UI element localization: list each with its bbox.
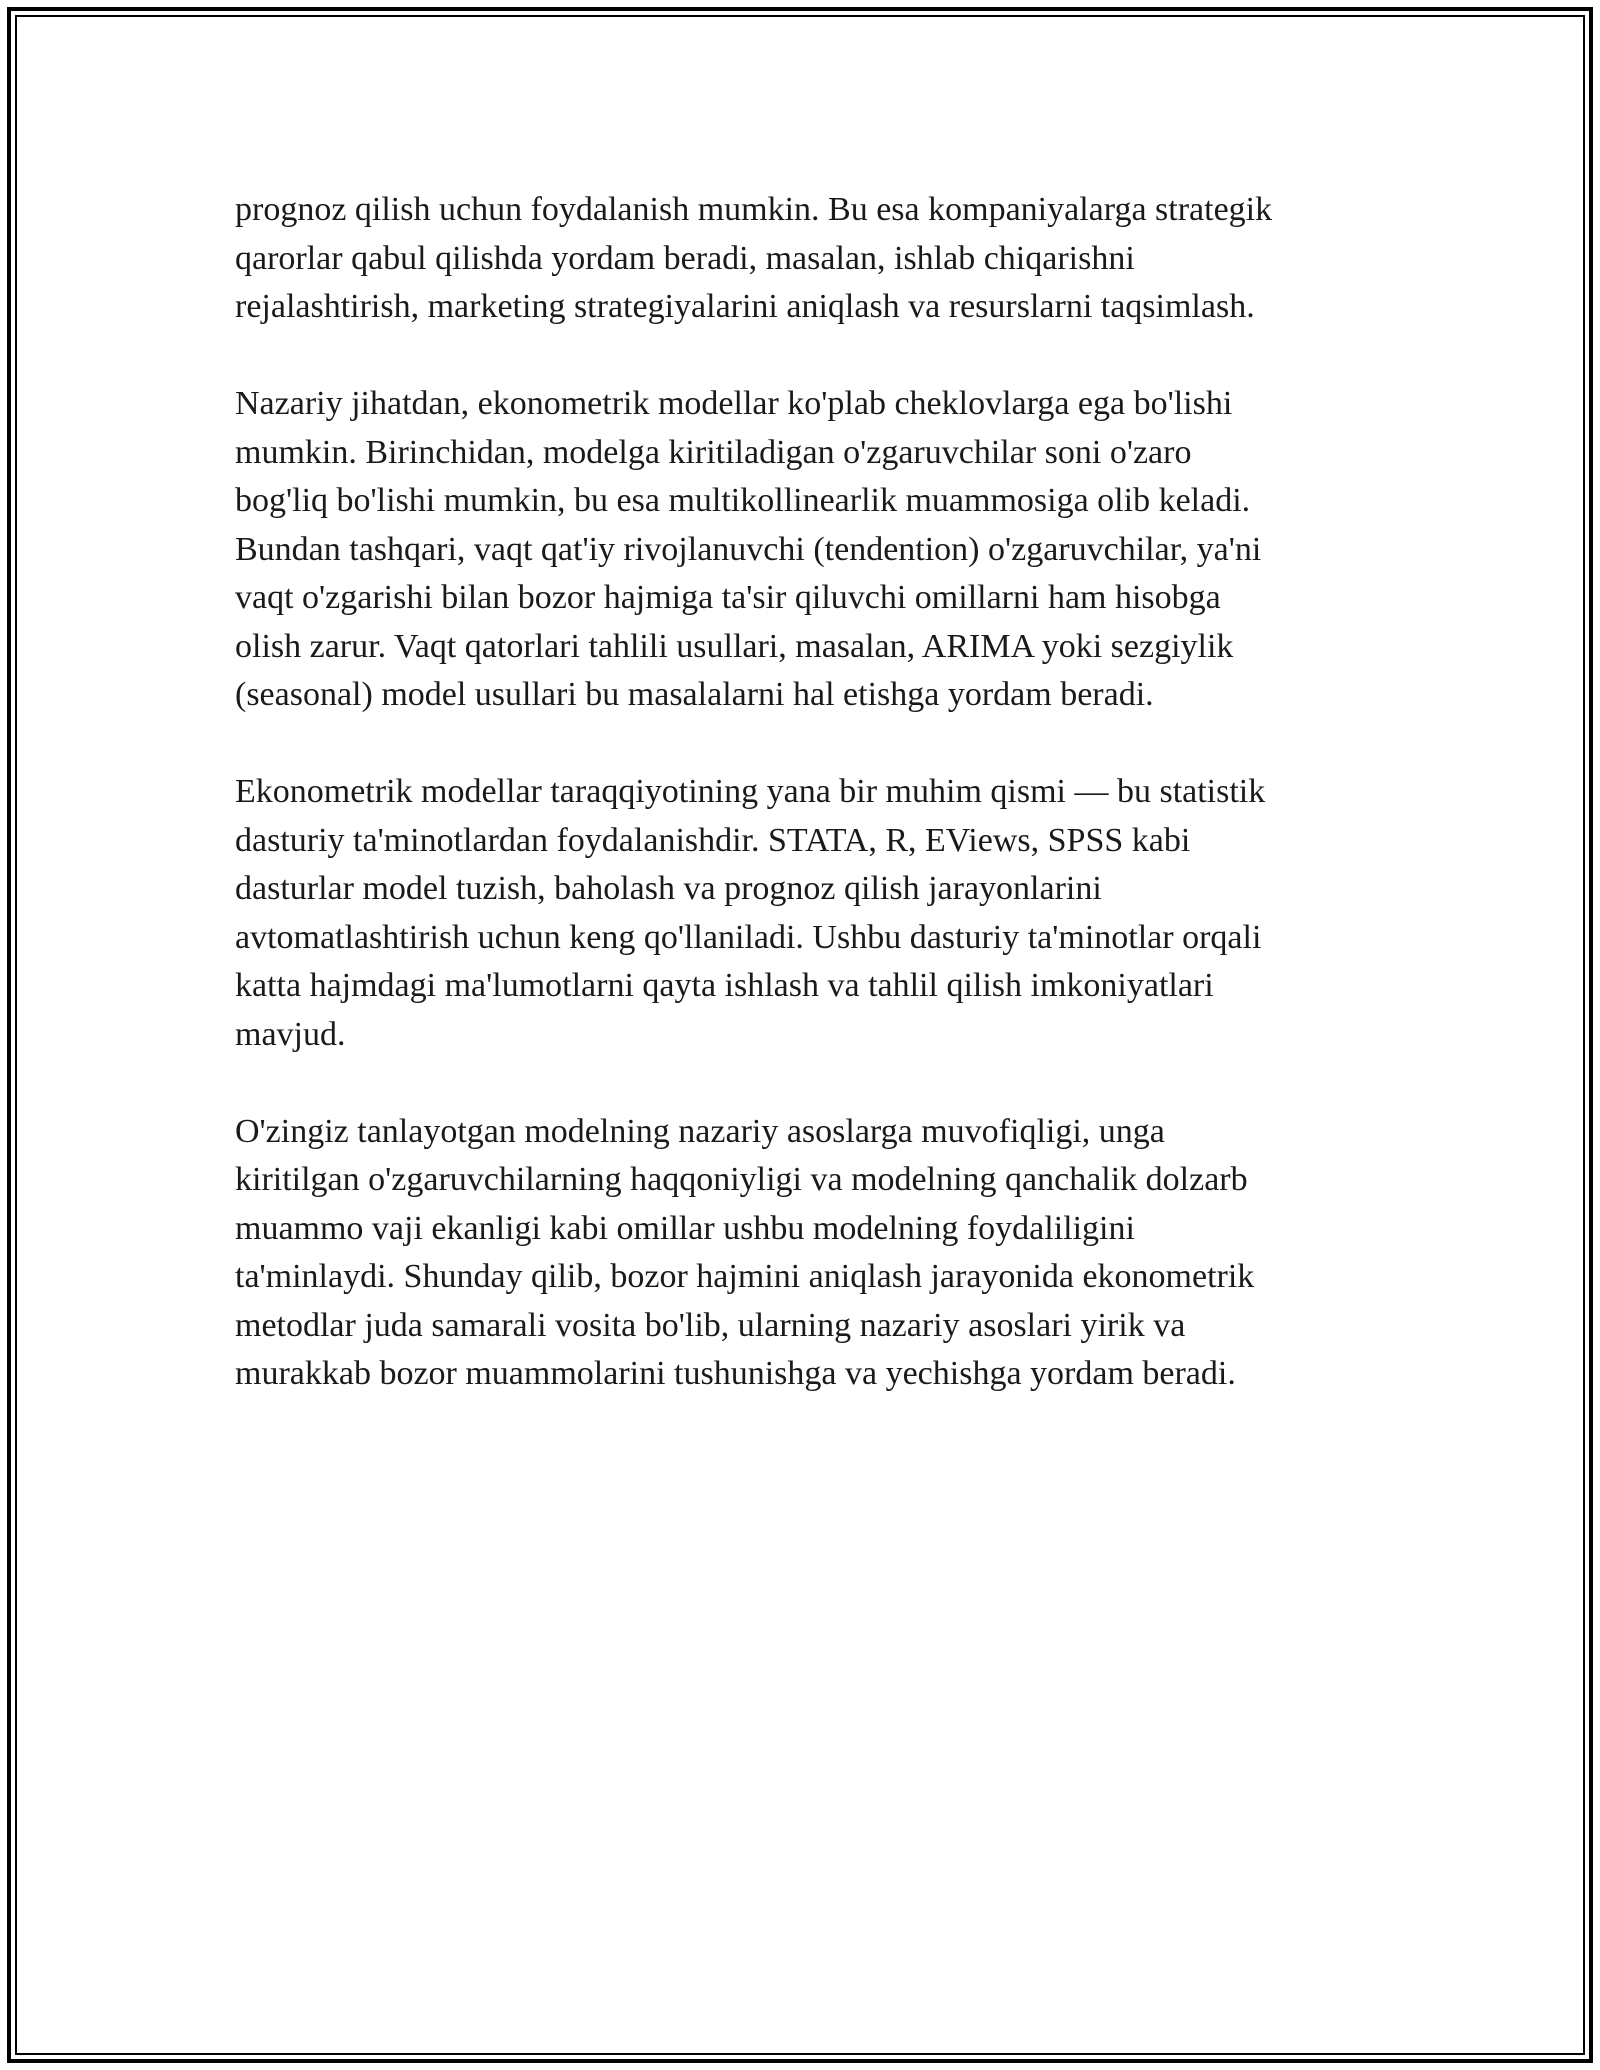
text-line: katta hajmdagi ma'lumotlarni qayta ishlash va tahlil qilish imkoniyatlari	[235, 967, 1214, 1004]
paragraph-4	[235, 1108, 1375, 1399]
text-line: murakkab bozor muammolarini tushunishga va yechishga yordam beradi.	[235, 1355, 1236, 1392]
text-line: kiritilgan o'zgaruvchilarning haqqoniyligi va modelning qanchalik dolzarb	[235, 1161, 1248, 1198]
text-line: qarorlar qabul qilishda yordam beradi, masalan, ishlab chiqarishni	[235, 239, 1135, 277]
paragraph-3	[235, 768, 1375, 1059]
text-line: Nazariy jihatdan, ekonometrik modellar ko'plab cheklovlarga ega bo'lishi	[235, 385, 1233, 422]
text-line: Ekonometrik modellar taraqqiyotining yana bir muhim qismi — bu statistik	[235, 773, 1266, 810]
text-line: prognoz qilish uchun foydalanish mumkin. Bu esa kompaniyalarga strategik	[235, 191, 1273, 228]
text-line: rejalashtirish, marketing strategiyalarini aniqlash va resurslarni taqsimlash.	[235, 288, 1255, 325]
text-line: mavjud.	[235, 1015, 346, 1053]
text-line: metodlar juda samarali vosita bo'lib, ularning nazariy asoslari yirik va	[235, 1306, 1186, 1344]
text-line: O'zingiz tanlayotgan modelning nazariy asoslarga muvofiqligi, unga	[235, 1112, 1165, 1150]
text-line: muammo vaji ekanligi kabi omillar ushbu modelning foydaliligini	[235, 1209, 1135, 1247]
text-line: bog'liq bo'lishi mumkin, bu esa multikollinearlik muammosiga olib keladi.	[235, 482, 1251, 519]
text-line: vaqt o'zgarishi bilan bozor hajmiga ta'sir qiluvchi omillarni ham hisobga	[235, 579, 1221, 616]
text-line: Bundan tashqari, vaqt qat'iy rivojlanuvchi (tendention) o'zgaruvchilar, ya'ni	[235, 530, 1262, 568]
text-line: mumkin. Birinchidan, modelga kiritiladigan o'zgaruvchilar soni o'zaro	[235, 433, 1192, 471]
paragraph-1	[235, 186, 1375, 332]
text-line: (seasonal) model usullari bu masalalarni hal etishga yordam beradi.	[235, 676, 1154, 713]
text-line: olish zarur. Vaqt qatorlari tahlili usullari, masalan, ARIMA yoki sezgiylik	[235, 627, 1234, 665]
document-body	[235, 186, 1375, 1447]
text-line: dasturiy ta'minotlardan foydalanishdir. STATA, R, EViews, SPSS kabi	[235, 821, 1191, 859]
text-line: ta'minlaydi. Shunday qilib, bozor hajmini aniqlash jarayonida ekonometrik	[235, 1258, 1255, 1295]
text-line: dasturlar model tuzish, baholash va prognoz qilish jarayonlarini	[235, 870, 1102, 907]
paragraph-2	[235, 380, 1375, 720]
text-line: avtomatlashtirish uchun keng qo'llaniladi. Ushbu dasturiy ta'minotlar orqali	[235, 918, 1262, 956]
